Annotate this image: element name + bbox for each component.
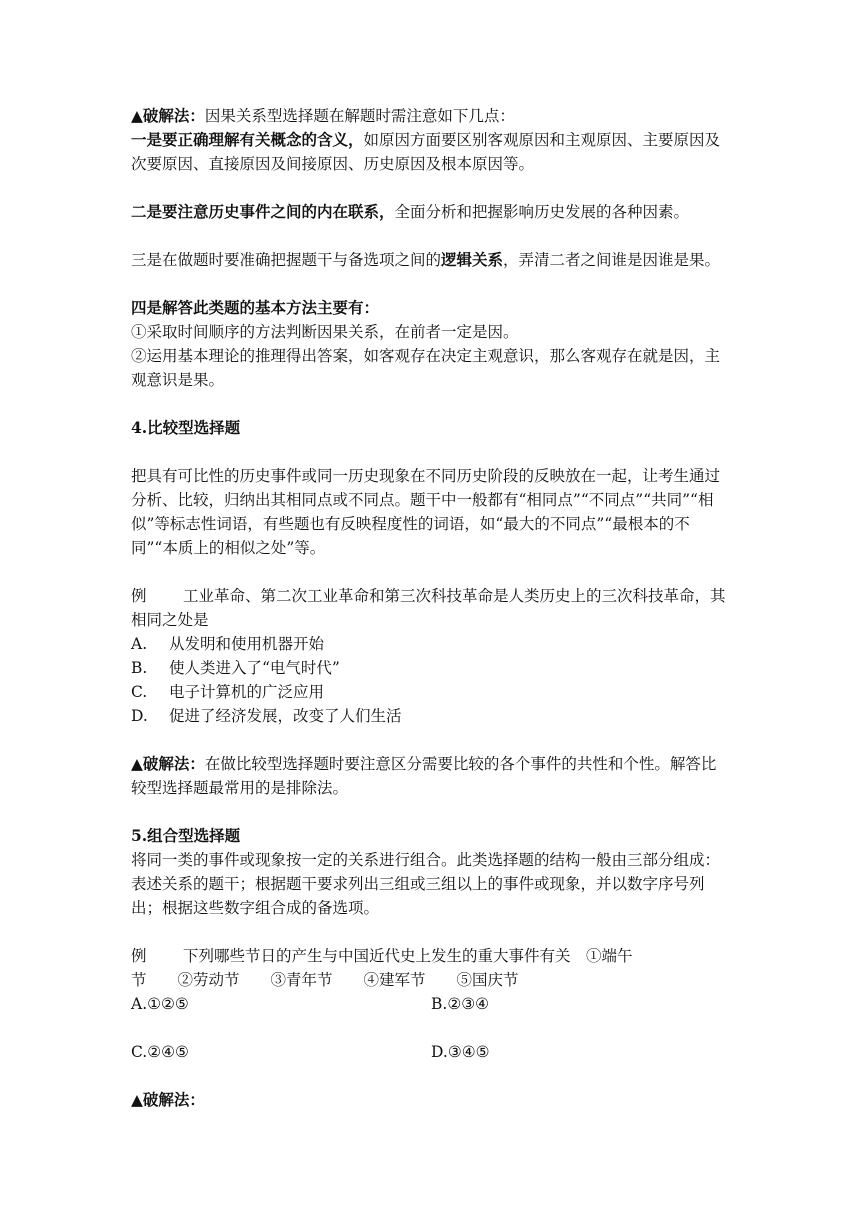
section-4-intro: 把具有可比性的历史事件或同一历史现象在不同历史阶段的反映放在一起，让考生通过分析、比较，归纳出其相同点或不同点。题干中一般都有“相同点”“不同点”“共同”“相似”等标志性词语，有些题也有反映程度性的词语，如“最大的不同点”“最根本的不同”“本质上的相似之处”等。	[131, 467, 721, 557]
section-4-heading: 4.比较型选择题	[131, 418, 241, 437]
point-two-text: 全面分析和把握影响历史发展的各种因素。	[394, 203, 690, 221]
point-one-text: 如原因方面要区别客观原因和主观原因、主要原因及次要原因、直接原因及间接原因、历史原因及根本原因等。	[131, 131, 721, 173]
option-d: D. 促进了经济发展，改变了人们生活	[131, 707, 402, 725]
point-three-text-a: 三是在做题时要准确把握题干与备选项之间的	[131, 251, 442, 269]
options-row-2	[131, 1040, 731, 1064]
section-4-example	[131, 584, 731, 632]
option-c: C.②④⑤	[131, 1043, 189, 1061]
example-line-2: 节 ②劳动节 ③青年节 ④建军节 ⑤国庆节	[131, 971, 519, 989]
section-5-tip-label: ▲破解法：	[131, 1090, 205, 1109]
section-5-example	[131, 944, 731, 968]
document-page	[131, 104, 731, 1112]
point-three-bold: 逻辑关系	[441, 250, 504, 269]
example-text: 工业革命、第二次工业革命和第三次科技革命是人类历史上的三次科技革命，其相同之处是	[131, 587, 726, 629]
section-5-intro: 将同一类的事件或现象按一定的关系进行组合。此类选择题的结构一般由三部分组成：表述关系的题干；根据题干要求列出三组或三组以上的事件或现象，并以数字序号列出；根据这些数字组合成的备选项。	[131, 851, 721, 917]
point-one	[131, 128, 731, 176]
point-one-bold: 一是要正确理解有关概念的含义，	[131, 130, 364, 149]
example-label: 例	[131, 587, 147, 605]
point-two-bold: 二是要注意历史事件之间的内在联系，	[131, 202, 395, 221]
tip-label: ▲破解法：	[131, 754, 205, 773]
option-b: B.②③④	[431, 995, 490, 1013]
point-two	[131, 200, 731, 224]
point-four-item-2: ②运用基本理论的推理得出答案，如客观存在决定主观意识，那么客观存在就是因，主观意识是果。	[131, 347, 721, 389]
option-d: D.③④⑤	[431, 1043, 490, 1061]
point-four-heading: 四是解答此类题的基本方法主要有：	[131, 298, 380, 317]
section-4-tip	[131, 752, 731, 800]
option-a: A. 从发明和使用机器开始	[131, 635, 325, 653]
point-three	[131, 248, 731, 272]
options-row-1	[131, 992, 731, 1016]
tip-paragraph	[131, 104, 731, 128]
option-b: B. 使人类进入了“电气时代”	[131, 659, 340, 677]
option-a: A.①②⑤	[131, 995, 189, 1013]
point-four-item-1: ①采取时间顺序的方法判断因果关系，在前者一定是因。	[131, 323, 519, 341]
point-three-text-b: ，弄清二者之间谁是因谁是果。	[503, 251, 721, 269]
example-label: 例	[131, 947, 147, 965]
option-c: C. 电子计算机的广泛应用	[131, 683, 325, 701]
tip-label: ▲破解法：	[131, 106, 205, 125]
tip-text: 因果关系型选择题在解题时需注意如下几点：	[204, 107, 515, 125]
example-line-1: 下列哪些节日的产生与中国近代史上发生的重大事件有关 ①端午	[183, 947, 633, 965]
tip-text: 在做比较型选择题时要注意区分需要比较的各个事件的共性和个性。解答比较型选择题最常用的是排除法。	[131, 755, 717, 797]
section-5-heading: 5.组合型选择题	[131, 826, 241, 845]
